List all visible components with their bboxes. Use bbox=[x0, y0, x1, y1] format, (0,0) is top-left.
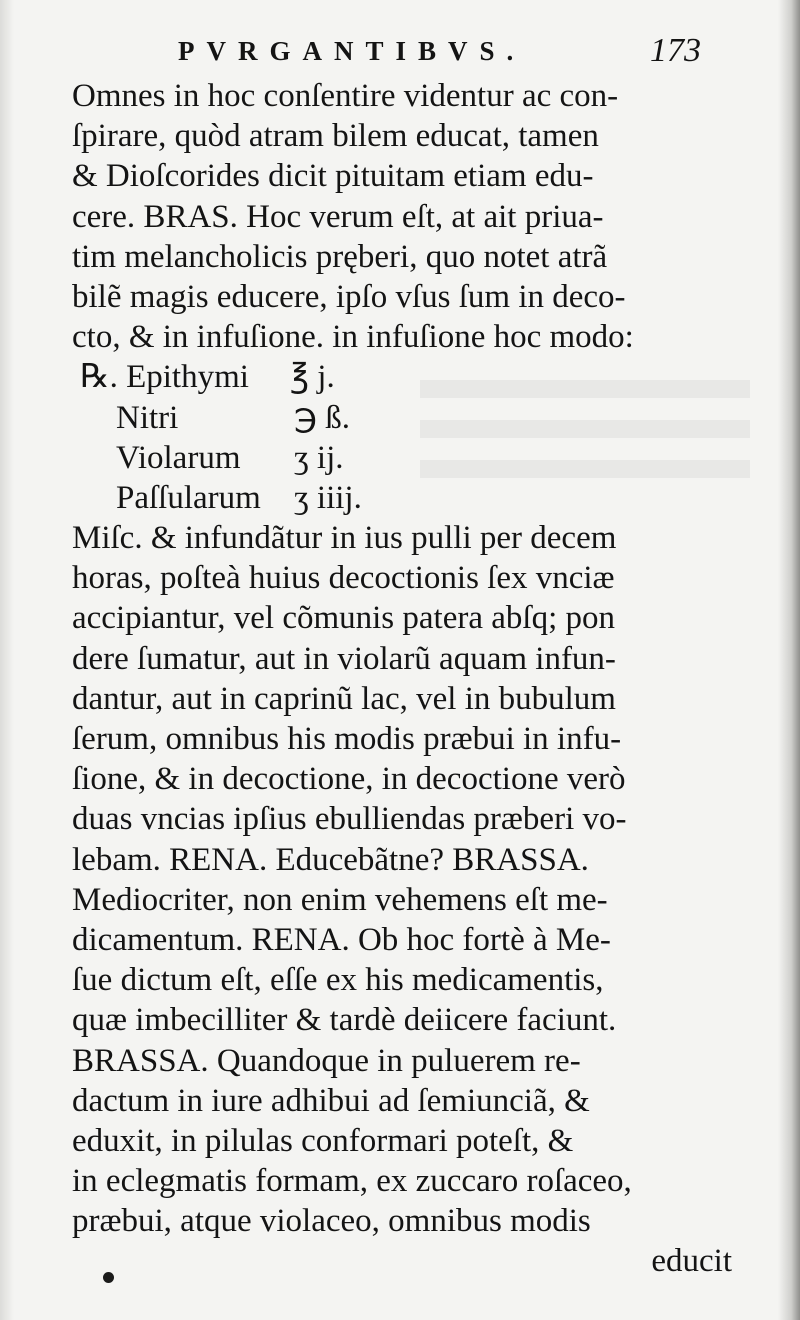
text-line: quæ imbecilliter & tardè deiicere faciunt. bbox=[72, 1002, 617, 1039]
text-line: præbui, atque violaceo, omnibus modis bbox=[72, 1203, 591, 1240]
text-line: bilẽ magis educere, ipſo vſus ſum in deco- bbox=[72, 278, 626, 315]
text-line: tim melancholicis pręberi, quo notet atrã bbox=[72, 238, 608, 275]
text-line: BRASSA. Quandoque in puluerem re- bbox=[72, 1042, 581, 1079]
text-line: duas vncias ipſius ebulliendas præberi vo- bbox=[72, 801, 627, 838]
ingredient-quantity: ℈ ß. bbox=[294, 399, 351, 436]
running-head: PVRGANTIBVS. bbox=[178, 36, 526, 66]
text-line: eduxit, in pilulas conformari poteſt, & bbox=[72, 1122, 574, 1159]
recipe-line bbox=[72, 478, 732, 518]
ingredient-name: Paſſularum bbox=[116, 479, 261, 516]
ingredient-name: ℞. Epithymi bbox=[80, 359, 249, 396]
ingredient-quantity: ʒ ij. bbox=[294, 439, 344, 476]
ink-spot bbox=[103, 1272, 114, 1283]
recipe-line bbox=[72, 398, 732, 438]
ingredient-quantity: ʒ iiij. bbox=[294, 479, 362, 516]
main-text-block bbox=[72, 76, 732, 1282]
text-line: Omnes in hoc conſentire videntur ac con- bbox=[72, 78, 619, 114]
recipe-line bbox=[72, 357, 732, 397]
recipe-line bbox=[72, 438, 732, 478]
text-line: & Dioſcorides dicit pituitam etiam edu- bbox=[72, 158, 594, 195]
text-line: in eclegmatis formam, ex zuccaro roſaceo, bbox=[72, 1163, 632, 1200]
ingredient-name: Nitri bbox=[116, 399, 179, 436]
text-line: ſione, & in decoctione, in decoctione verò bbox=[72, 761, 626, 798]
text-line: horas, poſteà huius decoctionis ſex vnciæ bbox=[72, 560, 615, 597]
text-line: ſpirare, quòd atram bilem educat, tamen bbox=[72, 118, 599, 155]
ingredient-quantity: ℥ j. bbox=[290, 359, 335, 396]
page-edge-shadow bbox=[778, 0, 800, 1320]
text-line: Miſc. & infundãtur in ius pulli per decem bbox=[72, 520, 617, 557]
text-line: accipiantur, vel cõmunis patera abſq; pon bbox=[72, 600, 615, 637]
text-line: ſue dictum eſt, eſſe ex his medicamentis, bbox=[72, 962, 604, 999]
text-line: dactum in iure adhibui ad ſemiunciã, & bbox=[72, 1082, 590, 1119]
page-gutter-shadow bbox=[0, 0, 14, 1320]
text-line: ſerum, omnibus his modis præbui in infu- bbox=[72, 721, 622, 757]
catchword: educit bbox=[651, 1243, 732, 1280]
text-line: cere. BRAS. Hoc verum eſt, at ait priua- bbox=[72, 198, 604, 235]
text-line: dere ſumatur, aut in violarũ aquam infun- bbox=[72, 640, 616, 677]
text-line: cto, & in infuſione. in infuſione hoc modo: bbox=[72, 319, 634, 356]
text-line: dantur, aut in caprinũ lac, vel in bubulum bbox=[72, 680, 616, 717]
ingredient-name: Violarum bbox=[116, 439, 241, 476]
page-number: 173 bbox=[650, 32, 701, 69]
text-line: Mediocriter, non enim vehemens eſt me- bbox=[72, 881, 608, 918]
text-line: lebam. RENA. Educebãtne? BRASSA. bbox=[72, 841, 589, 878]
text-line: dicamentum. RENA. Ob hoc fortè à Me- bbox=[72, 921, 611, 958]
